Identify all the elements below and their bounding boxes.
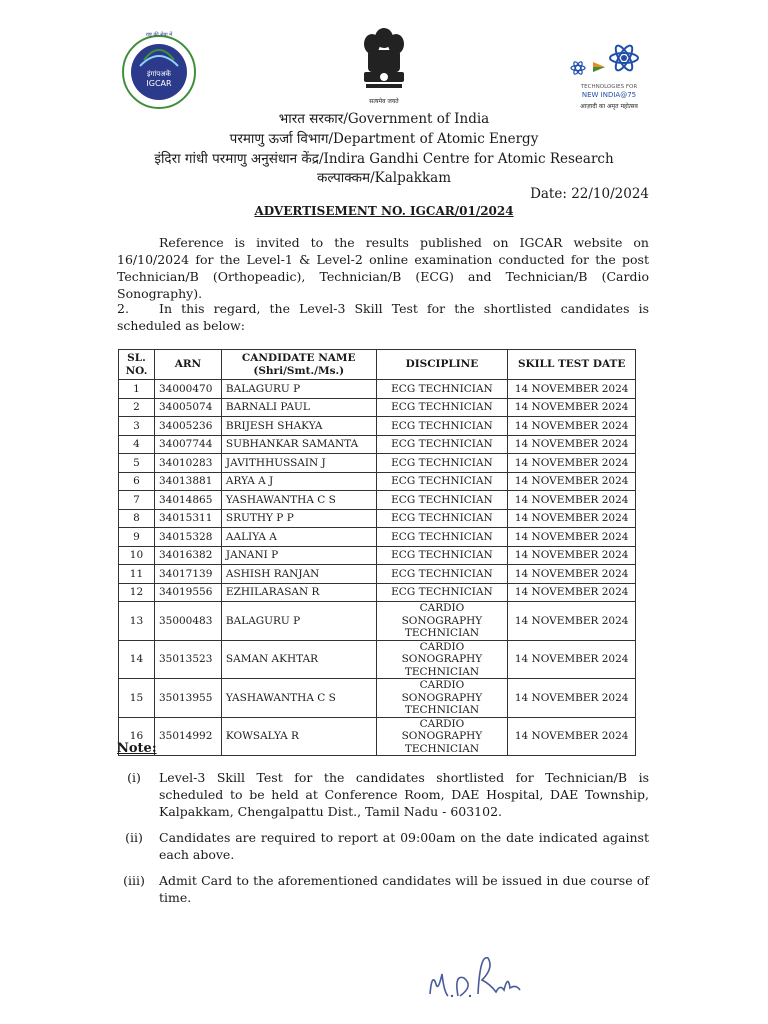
cell-discipline: ECG TECHNICIAN [376,546,508,565]
cell-discipline: ECG TECHNICIAN [376,380,508,399]
cell-date: 14 NOVEMBER 2024 [508,509,636,528]
note-item-label: (iii) [123,873,145,888]
table-row [119,528,636,547]
cell-sl: 11 [119,565,155,584]
cell-arn: 35013523 [154,640,221,679]
table-row [119,602,636,641]
cell-arn: 34019556 [154,583,221,602]
cell-name: SRUTHY P P [221,509,376,528]
table-row [119,435,636,454]
cell-arn: 34007744 [154,435,221,454]
cell-arn: 34016382 [154,546,221,565]
paragraph-schedule-text: In this regard, the Level-3 Skill Test for the shortlisted candidates is scheduled as below: [117,301,649,333]
table-row [119,398,636,417]
cell-name: BALAGURU P [221,380,376,399]
svg-text:NEW INDIA@75: NEW INDIA@75 [581,91,637,99]
cell-arn: 34014865 [154,491,221,510]
col-header-arn: ARN [154,350,221,380]
cell-discipline: ECG TECHNICIAN [376,454,508,473]
cell-sl: 6 [119,472,155,491]
cell-date: 14 NOVEMBER 2024 [508,602,636,641]
cell-date: 14 NOVEMBER 2024 [508,583,636,602]
cell-sl: 3 [119,417,155,436]
note-item-text: Admit Card to the aforementioned candidates will be issued in due course of time. [159,873,649,905]
cell-discipline: ECG TECHNICIAN [376,472,508,491]
note-item-label: (ii) [125,830,143,845]
cell-arn: 34015311 [154,509,221,528]
cell-date: 14 NOVEMBER 2024 [508,565,636,584]
cell-date: 14 NOVEMBER 2024 [508,717,636,756]
paragraph-reference: Reference is invited to the results published on IGCAR website on 16/10/2024 for the Level-1 & Level-2 online examination conducted for the post Technician/B (Orthopeadic), Technician/B (ECG) and Technician/B (Cardio Sonography). [117,235,649,301]
table-row [119,509,636,528]
table-row [119,565,636,584]
table-row [119,472,636,491]
col-header-skill-test-date: SKILL TEST DATE [508,350,636,380]
note-item [117,872,649,906]
dae-new-india-logo [566,36,652,112]
cell-sl: 2 [119,398,155,417]
cell-arn: 34013881 [154,472,221,491]
cell-discipline: ECG TECHNICIAN [376,583,508,602]
table-row [119,417,636,436]
cell-sl: 1 [119,380,155,399]
paragraph-schedule [117,300,649,334]
svg-text:TECHNOLOGIES FOR: TECHNOLOGIES FOR [580,84,638,90]
cell-date: 14 NOVEMBER 2024 [508,546,636,565]
cell-discipline: CARDIO SONOGRAPHY TECHNICIAN [376,602,508,641]
table-row [119,717,636,756]
note-item-label: (i) [127,770,141,785]
note-item [117,769,649,820]
cell-name: YASHAWANTHA C S [221,679,376,718]
table-row [119,583,636,602]
cell-date: 14 NOVEMBER 2024 [508,435,636,454]
cell-sl: 16 [119,717,155,756]
header-line-location: कल्पाक्कम/Kalpakkam [316,170,452,186]
cell-sl: 13 [119,602,155,641]
cell-date: 14 NOVEMBER 2024 [508,454,636,473]
cell-discipline: ECG TECHNICIAN [376,491,508,510]
state-emblem [356,24,412,108]
table-row [119,546,636,565]
cell-discipline: CARDIO SONOGRAPHY TECHNICIAN [376,640,508,679]
cell-arn: 34005236 [154,417,221,436]
cell-date: 14 NOVEMBER 2024 [508,528,636,547]
cell-name: BALAGURU P [221,602,376,641]
cell-discipline: CARDIO SONOGRAPHY TECHNICIAN [376,717,508,756]
cell-discipline: ECG TECHNICIAN [376,565,508,584]
cell-discipline: ECG TECHNICIAN [376,509,508,528]
table-header-row [119,350,636,380]
note-item [117,829,649,863]
igcar-logo [118,26,200,112]
cell-date: 14 NOVEMBER 2024 [508,398,636,417]
cell-sl: 5 [119,454,155,473]
cell-arn: 34000470 [154,380,221,399]
cell-name: KOWSALYA R [221,717,376,756]
cell-discipline: ECG TECHNICIAN [376,528,508,547]
cell-arn: 35013955 [154,679,221,718]
svg-text:आज़ादी का अमृत महोत्सव: आज़ादी का अमृत महोत्सव [580,103,638,110]
cell-name: BRIJESH SHAKYA [221,417,376,436]
cell-sl: 8 [119,509,155,528]
col-header-discipline: DISCIPLINE [376,350,508,380]
cell-name: ARYA A J [221,472,376,491]
cell-arn: 34010283 [154,454,221,473]
cell-discipline: CARDIO SONOGRAPHY TECHNICIAN [376,679,508,718]
header-line-department: परमाणु ऊर्जा विभाग/Department of Atomic Energy [229,131,539,147]
cell-discipline: ECG TECHNICIAN [376,417,508,436]
svg-text:राष्ट्र की सेवा में: राष्ट्र की सेवा में [145,32,173,38]
header-line-government: भारत सरकार/Government of India [278,111,490,127]
note-item-text: Candidates are required to report at 09:00am on the date indicated against each above. [159,830,649,862]
cell-sl: 7 [119,491,155,510]
cell-name: BARNALI PAUL [221,398,376,417]
col-header-sl-no: SL. NO. [119,350,155,380]
cell-name: JANANI P [221,546,376,565]
cell-date: 14 NOVEMBER 2024 [508,491,636,510]
cell-name: EZHILARASAN R [221,583,376,602]
cell-arn: 34015328 [154,528,221,547]
cell-sl: 14 [119,640,155,679]
cell-name: ASHISH RANJAN [221,565,376,584]
paragraph-number: 2. [117,301,129,316]
header-line-centre: इंदिरा गांधी परमाणु अनुसंधान केंद्र/Indira Gandhi Centre for Atomic Research [154,151,614,167]
cell-date: 14 NOVEMBER 2024 [508,640,636,679]
cell-date: 14 NOVEMBER 2024 [508,679,636,718]
cell-sl: 10 [119,546,155,565]
table-row [119,679,636,718]
cell-name: SUBHANKAR SAMANTA [221,435,376,454]
cell-name: SAMAN AKHTAR [221,640,376,679]
cell-name: JAVITHHUSSAIN J [221,454,376,473]
cell-date: 14 NOVEMBER 2024 [508,417,636,436]
svg-text:इंगांपअकें: इंगांपअकें [147,70,171,78]
cell-arn: 35000483 [154,602,221,641]
cell-date: 14 NOVEMBER 2024 [508,380,636,399]
table-row [119,380,636,399]
cell-sl: 4 [119,435,155,454]
cell-discipline: ECG TECHNICIAN [376,435,508,454]
cell-name: YASHAWANTHA C S [221,491,376,510]
note-heading: Note: [117,741,157,756]
cell-sl: 9 [119,528,155,547]
cell-discipline: ECG TECHNICIAN [376,398,508,417]
table-row [119,454,636,473]
cell-sl: 15 [119,679,155,718]
table-row [119,640,636,679]
advertisement-title: ADVERTISEMENT NO. IGCAR/01/2024 [254,204,514,218]
table-row [119,491,636,510]
cell-name: AALIYA A [221,528,376,547]
svg-text:IGCAR: IGCAR [146,79,172,88]
cell-arn: 34005074 [154,398,221,417]
svg-text:सत्यमेव जयते: सत्यमेव जयते [369,98,399,105]
document-date: Date: 22/10/2024 [530,186,649,202]
skill-test-schedule-table [118,349,636,756]
cell-arn: 34017139 [154,565,221,584]
note-item-text: Level-3 Skill Test for the candidates shortlisted for Technician/B is scheduled to be held at Conference Room, DAE Hospital, DAE Township, Kalpakkam, Chengalpattu Dist., Tamil Nadu - 603102. [159,770,649,819]
cell-sl: 12 [119,583,155,602]
col-header-candidate-name: CANDIDATE NAME (Shri/Smt./Ms.) [221,350,376,380]
cell-arn: 35014992 [154,717,221,756]
cell-date: 14 NOVEMBER 2024 [508,472,636,491]
signature [424,944,534,1012]
